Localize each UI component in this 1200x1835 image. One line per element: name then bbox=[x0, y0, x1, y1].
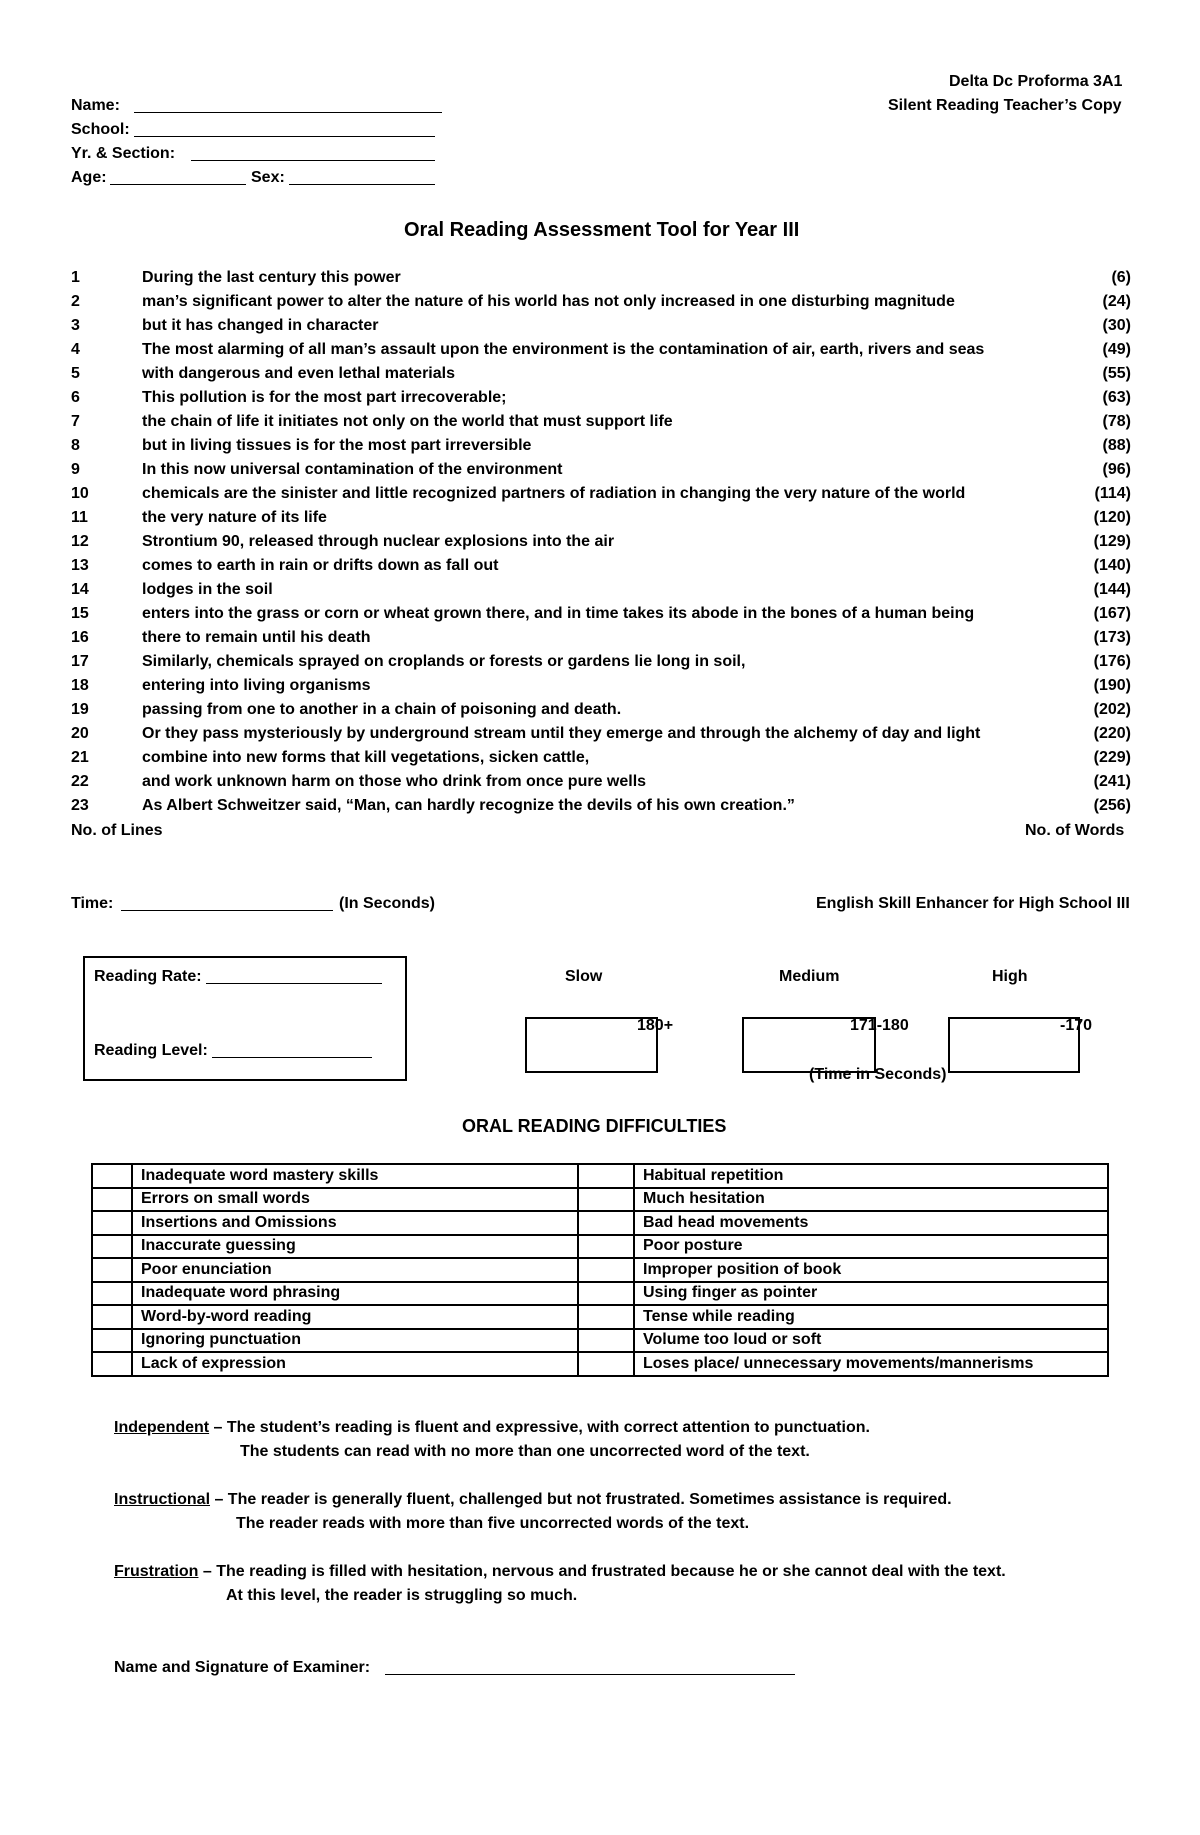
passage-line bbox=[71, 581, 1131, 605]
word-count: (256) bbox=[1093, 797, 1131, 814]
difficulties-heading: ORAL READING DIFFICULTIES bbox=[462, 1116, 727, 1136]
high-range: -170 bbox=[1060, 1017, 1093, 1034]
word-count: (96) bbox=[1102, 461, 1131, 478]
difficulty-label: Ignoring punctuation bbox=[132, 1329, 578, 1353]
line-number: 4 bbox=[71, 341, 80, 358]
passage-line bbox=[71, 605, 1131, 629]
independent-line2: The students can read with no more than one uncorrected word of the text. bbox=[240, 1443, 810, 1460]
word-count: (144) bbox=[1093, 581, 1131, 598]
sex-field[interactable] bbox=[289, 169, 435, 185]
line-number: 5 bbox=[71, 365, 80, 382]
year-section-label: Yr. & Section: bbox=[71, 145, 176, 162]
passage-line bbox=[71, 389, 1131, 413]
line-number: 20 bbox=[71, 725, 89, 742]
word-count: (120) bbox=[1093, 509, 1131, 526]
line-text: chemicals are the sinister and little recognized partners of radiation in changing the very nature of the world bbox=[142, 485, 966, 502]
series-label: English Skill Enhancer for High School III bbox=[816, 895, 1130, 912]
difficulty-checkbox[interactable] bbox=[92, 1282, 132, 1306]
difficulty-row bbox=[92, 1282, 1108, 1306]
school-label: School: bbox=[71, 121, 130, 138]
instructional-line1 bbox=[114, 1491, 952, 1509]
line-number: 23 bbox=[71, 797, 89, 814]
passage-line bbox=[71, 437, 1131, 461]
frustration-line2: At this level, the reader is struggling so much. bbox=[226, 1587, 578, 1604]
difficulty-label: Tense while reading bbox=[634, 1305, 1108, 1329]
passage-line bbox=[71, 701, 1131, 725]
sex-label: Sex: bbox=[251, 169, 285, 186]
instructional-desc: – The reader is generally fluent, challenged but not frustrated. Sometimes assistance is required. bbox=[210, 1491, 952, 1508]
frustration-line1 bbox=[114, 1563, 1006, 1581]
line-text: there to remain until his death bbox=[142, 629, 371, 646]
passage-line bbox=[71, 557, 1131, 581]
line-text: During the last century this power bbox=[142, 269, 401, 286]
difficulty-checkbox[interactable] bbox=[92, 1352, 132, 1376]
difficulty-checkbox[interactable] bbox=[578, 1282, 634, 1306]
word-count: (190) bbox=[1093, 677, 1131, 694]
difficulty-label: Insertions and Omissions bbox=[132, 1211, 578, 1235]
passage-line bbox=[71, 773, 1131, 797]
word-count: (229) bbox=[1093, 749, 1131, 766]
independent-desc: – The student’s reading is fluent and expressive, with correct attention to punctuation. bbox=[209, 1419, 870, 1436]
name-row bbox=[71, 97, 120, 115]
difficulty-label: Improper position of book bbox=[634, 1258, 1108, 1282]
reading-rate-label: Reading Rate: bbox=[94, 968, 202, 985]
words-label: No. of Words bbox=[1025, 822, 1125, 839]
line-text: enters into the grass or corn or wheat grown there, and in time takes its abode in the bones of a human being bbox=[142, 605, 975, 622]
passage-line bbox=[71, 413, 1131, 437]
difficulty-label: Much hesitation bbox=[634, 1188, 1108, 1212]
line-number: 15 bbox=[71, 605, 89, 622]
word-count: (55) bbox=[1102, 365, 1131, 382]
name-label: Name: bbox=[71, 97, 120, 114]
proforma-code: Delta Dc Proforma 3A1 bbox=[949, 73, 1123, 90]
difficulty-label: Inaccurate guessing bbox=[132, 1235, 578, 1259]
passage-line bbox=[71, 317, 1131, 341]
difficulty-row bbox=[92, 1235, 1108, 1259]
speed-high-label: High bbox=[992, 968, 1028, 985]
word-count: (6) bbox=[1111, 269, 1131, 286]
line-text: but it has changed in character bbox=[142, 317, 379, 334]
word-count: (88) bbox=[1102, 437, 1131, 454]
line-number: 1 bbox=[71, 269, 80, 286]
line-number: 7 bbox=[71, 413, 80, 430]
line-text: the chain of life it initiates not only on the world that must support life bbox=[142, 413, 673, 430]
page-title: Oral Reading Assessment Tool for Year III bbox=[404, 219, 800, 241]
independent-term: Independent bbox=[114, 1419, 210, 1436]
time-unit: (In Seconds) bbox=[339, 895, 436, 912]
word-count: (114) bbox=[1094, 485, 1131, 502]
line-text: As Albert Schweitzer said, “Man, can hardly recognize the devils of his own creation.” bbox=[142, 797, 795, 814]
difficulty-row bbox=[92, 1211, 1108, 1235]
difficulty-label: Poor posture bbox=[634, 1235, 1108, 1259]
line-number: 17 bbox=[71, 653, 89, 670]
difficulty-checkbox[interactable] bbox=[578, 1164, 634, 1188]
line-number: 11 bbox=[71, 509, 88, 526]
line-text: but in living tissues is for the most part irreversible bbox=[142, 437, 532, 454]
instructional-term: Instructional bbox=[114, 1491, 211, 1508]
word-count: (241) bbox=[1093, 773, 1131, 790]
difficulty-checkbox[interactable] bbox=[578, 1352, 634, 1376]
passage-line bbox=[71, 629, 1131, 653]
difficulty-label: Word-by-word reading bbox=[132, 1305, 578, 1329]
difficulty-label: Using finger as pointer bbox=[634, 1282, 1108, 1306]
line-number: 22 bbox=[71, 773, 89, 790]
passage-line bbox=[71, 509, 1131, 533]
line-number: 8 bbox=[71, 437, 80, 454]
difficulty-label: Errors on small words bbox=[132, 1188, 578, 1212]
frustration-desc: – The reading is filled with hesitation, nervous and frustrated because he or she cannot deal with the text. bbox=[198, 1563, 1006, 1580]
difficulty-label: Volume too loud or soft bbox=[634, 1329, 1108, 1353]
word-count: (30) bbox=[1102, 317, 1131, 334]
age-field[interactable] bbox=[110, 169, 246, 185]
word-count: (49) bbox=[1102, 341, 1131, 358]
year-section-row bbox=[71, 145, 175, 163]
line-number: 16 bbox=[71, 629, 89, 646]
passage-line bbox=[71, 485, 1131, 509]
difficulty-checkbox[interactable] bbox=[92, 1305, 132, 1329]
difficulty-checkbox[interactable] bbox=[92, 1329, 132, 1353]
passage-line bbox=[71, 461, 1131, 485]
reading-rate-row bbox=[94, 968, 202, 986]
age-sex-row bbox=[71, 169, 285, 187]
time-label: Time: bbox=[71, 895, 114, 912]
difficulty-row bbox=[92, 1258, 1108, 1282]
time-row bbox=[71, 895, 436, 913]
line-number: 10 bbox=[71, 485, 89, 502]
line-number: 2 bbox=[71, 293, 80, 310]
line-text: with dangerous and even lethal materials bbox=[142, 365, 455, 382]
word-count: (173) bbox=[1093, 629, 1131, 646]
line-text: Similarly, chemicals sprayed on croplands or forests or gardens lie long in soil, bbox=[142, 653, 746, 670]
time-note: (Time in Seconds) bbox=[809, 1066, 947, 1083]
line-number: 13 bbox=[71, 557, 89, 574]
reading-level-field[interactable] bbox=[212, 1042, 372, 1058]
examiner-label: Name and Signature of Examiner: bbox=[114, 1659, 371, 1676]
difficulty-checkbox[interactable] bbox=[92, 1164, 132, 1188]
word-count: (63) bbox=[1102, 389, 1131, 406]
lines-label: No. of Lines bbox=[71, 822, 163, 839]
time-field[interactable] bbox=[121, 895, 333, 911]
word-count: (24) bbox=[1102, 293, 1131, 310]
frustration-term: Frustration bbox=[114, 1563, 199, 1580]
school-field[interactable] bbox=[134, 121, 435, 137]
copy-label: Silent Reading Teacher’s Copy bbox=[888, 97, 1122, 114]
passage-line bbox=[71, 533, 1131, 557]
word-count: (129) bbox=[1093, 533, 1131, 550]
independent-line1 bbox=[114, 1419, 870, 1437]
line-text: lodges in the soil bbox=[142, 581, 273, 598]
school-row bbox=[71, 121, 130, 139]
line-text: passing from one to another in a chain of poisoning and death. bbox=[142, 701, 622, 718]
line-number: 18 bbox=[71, 677, 89, 694]
line-text: Strontium 90, released through nuclear explosions into the air bbox=[142, 533, 615, 550]
line-number: 6 bbox=[71, 389, 80, 406]
passage-line bbox=[71, 677, 1131, 701]
passage-line bbox=[71, 749, 1131, 773]
line-text: The most alarming of all man’s assault upon the environment is the contamination of air, earth, rivers and seas bbox=[142, 341, 985, 358]
speed-slow-label: Slow bbox=[565, 968, 603, 985]
name-field[interactable] bbox=[134, 97, 442, 113]
passage-line bbox=[71, 725, 1131, 749]
difficulty-label: Lack of expression bbox=[132, 1352, 578, 1376]
word-count: (140) bbox=[1093, 557, 1131, 574]
difficulty-checkbox[interactable] bbox=[578, 1305, 634, 1329]
difficulty-label: Habitual repetition bbox=[634, 1164, 1108, 1188]
difficulty-label: Poor enunciation bbox=[132, 1258, 578, 1282]
passage-line bbox=[71, 653, 1131, 677]
difficulty-row bbox=[92, 1188, 1108, 1212]
difficulty-row bbox=[92, 1329, 1108, 1353]
passage-line bbox=[71, 365, 1131, 389]
difficulty-label: Bad head movements bbox=[634, 1211, 1108, 1235]
year-section-field[interactable] bbox=[191, 145, 435, 161]
reading-level-label: Reading Level: bbox=[94, 1042, 208, 1059]
word-count: (78) bbox=[1102, 413, 1131, 430]
examiner-row bbox=[114, 1659, 370, 1677]
line-number: 21 bbox=[71, 749, 89, 766]
line-text: entering into living organisms bbox=[142, 677, 371, 694]
line-number: 3 bbox=[71, 317, 80, 334]
line-text: man’s significant power to alter the nature of his world has not only increased in one disturbing magnitude bbox=[142, 293, 955, 310]
difficulty-checkbox[interactable] bbox=[578, 1211, 634, 1235]
difficulty-row bbox=[92, 1164, 1108, 1188]
line-number: 9 bbox=[71, 461, 80, 478]
age-label: Age: bbox=[71, 169, 107, 186]
line-text: This pollution is for the most part irrecoverable; bbox=[142, 389, 507, 406]
examiner-field[interactable] bbox=[385, 1659, 795, 1675]
line-text: combine into new forms that kill vegetations, sicken cattle, bbox=[142, 749, 590, 766]
instructional-line2: The reader reads with more than five uncorrected words of the text. bbox=[236, 1515, 750, 1532]
medium-range: 171-180 bbox=[850, 1017, 909, 1034]
slow-range: 180+ bbox=[637, 1017, 674, 1034]
difficulty-checkbox[interactable] bbox=[92, 1211, 132, 1235]
difficulty-row bbox=[92, 1305, 1108, 1329]
speed-medium-label: Medium bbox=[779, 968, 840, 985]
line-number: 19 bbox=[71, 701, 89, 718]
difficulties-table bbox=[91, 1163, 1109, 1377]
difficulty-checkbox[interactable] bbox=[578, 1188, 634, 1212]
line-text: In this now universal contamination of the environment bbox=[142, 461, 563, 478]
difficulty-label: Loses place/ unnecessary movements/mannerisms bbox=[634, 1352, 1108, 1376]
reading-rate-field[interactable] bbox=[206, 968, 382, 984]
difficulty-checkbox[interactable] bbox=[578, 1329, 634, 1353]
line-number: 12 bbox=[71, 533, 89, 550]
difficulty-checkbox[interactable] bbox=[578, 1235, 634, 1259]
line-text: the very nature of its life bbox=[142, 509, 327, 526]
word-count: (167) bbox=[1093, 605, 1131, 622]
line-text: comes to earth in rain or drifts down as fall out bbox=[142, 557, 499, 574]
difficulty-checkbox[interactable] bbox=[92, 1188, 132, 1212]
passage-line bbox=[71, 269, 1131, 293]
passage-line bbox=[71, 341, 1131, 365]
line-text: and work unknown harm on those who drink from once pure wells bbox=[142, 773, 647, 790]
word-count: (176) bbox=[1093, 653, 1131, 670]
line-number: 14 bbox=[71, 581, 89, 598]
line-text: Or they pass mysteriously by underground stream until they emerge and through the alchemy of day and light bbox=[142, 725, 981, 742]
reading-level-row bbox=[94, 1042, 208, 1060]
passage-line bbox=[71, 293, 1131, 317]
passage-line bbox=[71, 797, 1131, 821]
difficulty-label: Inadequate word mastery skills bbox=[132, 1164, 578, 1188]
difficulty-row bbox=[92, 1352, 1108, 1376]
word-count: (202) bbox=[1093, 701, 1131, 718]
difficulty-checkbox[interactable] bbox=[578, 1258, 634, 1282]
difficulty-checkbox[interactable] bbox=[92, 1235, 132, 1259]
word-count: (220) bbox=[1093, 725, 1131, 742]
difficulty-label: Inadequate word phrasing bbox=[132, 1282, 578, 1306]
difficulty-checkbox[interactable] bbox=[92, 1258, 132, 1282]
